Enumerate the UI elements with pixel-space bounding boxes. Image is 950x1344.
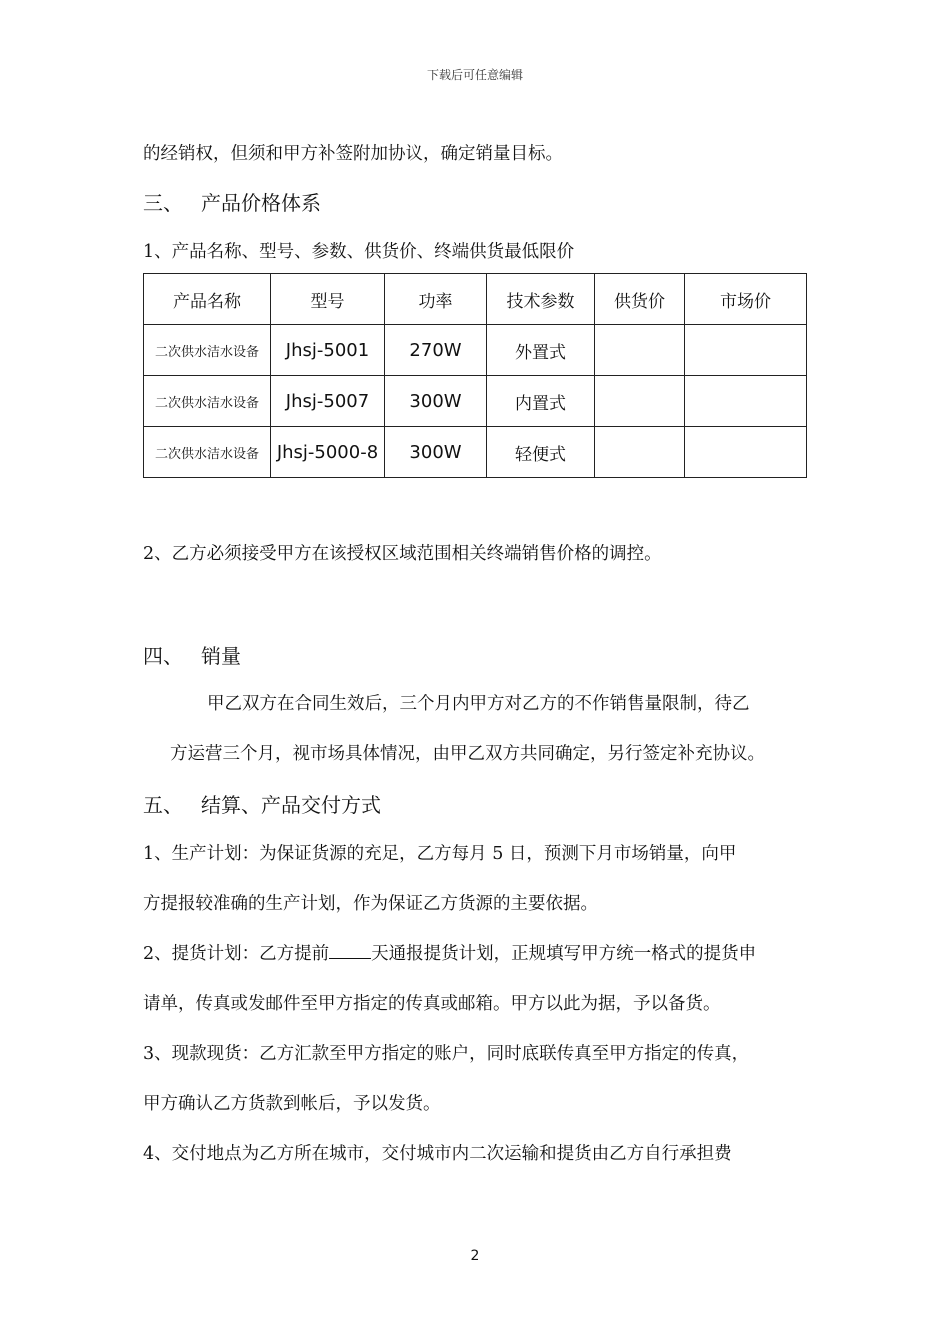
cell-model: Jhsj-5007 — [271, 376, 385, 427]
section-4-title: 销量 — [201, 644, 241, 668]
section-5-item-2-line-2: 请单，传真或发邮件至甲方指定的传真或邮箱。甲方以此为据，予以备货。 — [143, 994, 721, 1014]
cell-model: Jhsj-5000-8 — [271, 427, 385, 478]
cell-power: 300W — [385, 427, 487, 478]
section-5-item-3-line-1: 3、现款现货：乙方汇款至甲方指定的账户，同时底联传真至甲方指定的传真， — [143, 1044, 750, 1064]
section-4-para-line-2: 方运营三个月，视市场具体情况，由甲乙双方共同确定，另行签定补充协议。 — [170, 744, 765, 764]
cell-product-name: 二次供水洁水设备 — [144, 427, 271, 478]
header-product-name: 产品名称 — [144, 274, 271, 325]
table-row — [144, 427, 807, 478]
section-5-item-4-line-1: 4、交付地点为乙方所在城市，交付城市内二次运输和提货由乙方自行承担费 — [143, 1144, 732, 1164]
section-5-heading — [143, 789, 381, 818]
section-3-item-1: 1、产品名称、型号、参数、供货价、终端供货最低限价 — [143, 242, 575, 262]
item-2-text-after-blank: 天通报提货计划，正规填写甲方统一格式的提货申 — [371, 944, 757, 964]
section-5-item-1-line-1: 1、生产计划：为保证货源的充足，乙方每月 5 日，预测下月市场销量，向甲 — [143, 844, 737, 864]
section-4-number: 四、 — [143, 644, 183, 668]
page-number: 2 — [470, 1248, 480, 1264]
cell-tech-params: 轻便式 — [487, 427, 595, 478]
header-tech-params: 技术参数 — [487, 274, 595, 325]
cell-supply-price — [595, 325, 685, 376]
price-table — [143, 273, 807, 478]
cell-power: 270W — [385, 325, 487, 376]
cell-tech-params: 内置式 — [487, 376, 595, 427]
cell-model: Jhsj-5001 — [271, 325, 385, 376]
intro-line: 的经销权，但须和甲方补签附加协议，确定销量目标。 — [143, 144, 563, 164]
header-supply-price: 供货价 — [595, 274, 685, 325]
cell-product-name: 二次供水洁水设备 — [144, 376, 271, 427]
page-header: 下载后可任意编辑 — [426, 68, 523, 82]
table-row — [144, 325, 807, 376]
cell-power: 300W — [385, 376, 487, 427]
header-market-price: 市场价 — [685, 274, 807, 325]
section-4-heading — [143, 640, 241, 669]
cell-product-name: 二次供水洁水设备 — [144, 325, 271, 376]
section-5-number: 五、 — [143, 793, 183, 817]
section-3-item-2: 2、乙方必须接受甲方在该授权区域范围相关终端销售价格的调控。 — [143, 544, 662, 564]
days-blank-underline — [329, 944, 371, 959]
section-5-title: 结算、产品交付方式 — [201, 793, 381, 817]
cell-market-price — [685, 325, 807, 376]
cell-supply-price — [595, 376, 685, 427]
section-4-para-line-1: 甲乙双方在合同生效后，三个月内甲方对乙方的不作销售量限制，待乙 — [207, 694, 750, 714]
header-power: 功率 — [385, 274, 487, 325]
header-model: 型号 — [271, 274, 385, 325]
section-3-title: 产品价格体系 — [201, 191, 321, 215]
item-2-text-before-blank: 2、提货计划：乙方提前 — [143, 944, 330, 964]
table-row — [144, 376, 807, 427]
cell-supply-price — [595, 427, 685, 478]
section-5-item-2-line-1 — [143, 940, 756, 965]
section-5-item-3-line-2: 甲方确认乙方货款到帐后，予以发货。 — [143, 1094, 441, 1114]
section-3-number: 三、 — [143, 191, 183, 215]
cell-tech-params: 外置式 — [487, 325, 595, 376]
section-3-heading — [143, 187, 321, 216]
table-header-row — [144, 274, 807, 325]
cell-market-price — [685, 427, 807, 478]
cell-market-price — [685, 376, 807, 427]
section-5-item-1-line-2: 方提报较准确的生产计划，作为保证乙方货源的主要依据。 — [143, 894, 598, 914]
